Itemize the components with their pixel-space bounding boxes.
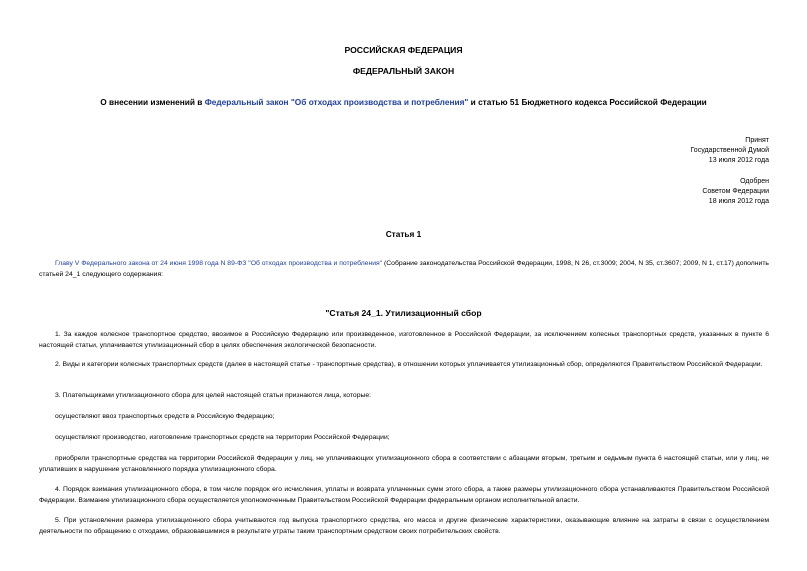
approved-block	[702, 177, 769, 207]
paragraph: осуществляют производство, изготовление транспортных средств на территории Российской Федерации;	[55, 434, 390, 441]
title-suffix: и статью 51 Бюджетного кодекса Российской Федерации	[468, 97, 707, 107]
paragraph: приобрели транспортные средства на территории Российской Федерации у лиц, не уплачивающих утилизационного сбора в соответствии с абзацами вторым, третьим и седьмым пункта 6 настоящей статьи, или у лиц, не уплативших в нарушение установленного порядка утилизационного сбора.	[39, 455, 769, 473]
law-title	[0, 97, 807, 107]
adopted-date: 13 июля 2012 года	[708, 157, 769, 164]
article-1-heading: Статья 1	[385, 229, 422, 239]
paragraph: 3. Плательщиками утилизационного сбора для целей настоящей статьи признаются лица, которые:	[55, 392, 372, 399]
paragraph: 1. За каждое колесное транспортное средство, ввозимое в Российскую Федерацию или произведенное, изготовленное в Российской Федерации, за исключением колесных транспортных средств, указанных в пункте 6 настоящей статьи, уплачивается утилизационный сбор в целях обеспечения экологической безопасности.	[39, 331, 769, 349]
adopted-block	[690, 136, 769, 166]
title-prefix: О внесении изменений в	[100, 97, 205, 107]
article-24-1-heading: "Статья 24_1. Утилизационный сбор	[325, 308, 482, 318]
adopted-body: Государственной Думой	[690, 147, 769, 154]
paragraph: осуществляют ввоз транспортных средств в Российскую Федерацию;	[55, 413, 275, 420]
article-1-text	[39, 258, 769, 280]
law-title-link[interactable]: Федеральный закон "Об отходах производства и потребления"	[204, 97, 469, 107]
paragraph: 4. Порядок взимания утилизационного сбора, в том числе порядок его исчисления, уплаты и возврата уплаченных сумм этого сбора, а также размеры утилизационного сбора устанавливаются Правительством Российской Федерации. Взимание утилизационного сбора осуществляется уполномоченным Правительством Российской Федерации федеральным органом исполнительной власти.	[39, 486, 769, 504]
approved-date: 18 июля 2012 года	[708, 198, 769, 205]
country-heading: РОССИЙСКАЯ ФЕДЕРАЦИЯ	[344, 45, 463, 55]
approved-label: Одобрен	[740, 178, 769, 185]
adopted-label: Принят	[745, 137, 769, 144]
chapter-v-link[interactable]: Главу V Федерального закона от 24 июня 1998 года N 89-ФЗ "Об отходах производства и потребления"	[55, 260, 383, 267]
law-type-heading: ФЕДЕРАЛЬНЫЙ ЗАКОН	[352, 66, 455, 76]
paragraph: 2. Виды и категории колесных транспортных средств (далее в настоящей статье - транспортные средства), в отношении которых уплачивается утилизационный сбор, определяются Правительством Российской Федерации.	[55, 361, 763, 368]
approved-body: Советом Федерации	[702, 188, 769, 195]
paragraph: 5. При установлении размера утилизационного сбора учитываются год выпуска транспортного средства, его масса и другие физические характеристики, оказывающие влияние на затраты в связи с осуществлением деятельности по обращению с отходами, образовавшимися в результате утраты таким транспортным средством своих потребительских свойств.	[39, 517, 769, 535]
article-1-rest: (Собрание законодательства Российской Федерации, 1998, N 26, ст.3009; 2004, N 35, ст.3607; 2009, N 1, ст.17) дополнить статьей 24_1 следующего содержания:	[39, 260, 769, 278]
